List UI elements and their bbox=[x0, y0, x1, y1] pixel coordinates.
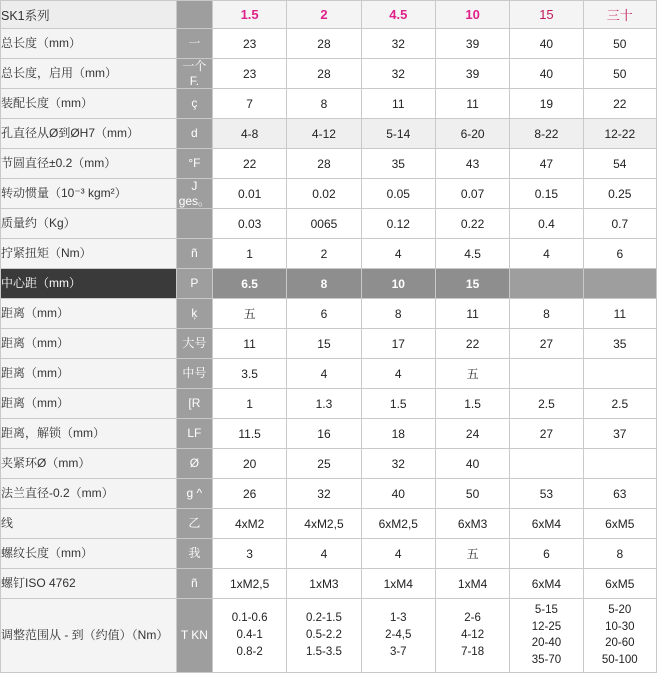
cell-r0-c0: 23 bbox=[212, 29, 286, 59]
cell-r8-c5 bbox=[583, 269, 656, 299]
cell-r16-c0: 4xM2 bbox=[212, 509, 286, 539]
table-row bbox=[1, 359, 657, 389]
cell-r5-c5: 0.25 bbox=[583, 179, 656, 209]
cell-r6-c2: 0.12 bbox=[361, 209, 435, 239]
cell-r17-c4: 6 bbox=[510, 539, 583, 569]
table-row bbox=[1, 59, 657, 89]
cell-r6-c3: 0.22 bbox=[435, 209, 509, 239]
cell-r17-c3: 五 bbox=[435, 539, 509, 569]
table-row bbox=[1, 119, 657, 149]
cell-r1-c1: 28 bbox=[287, 59, 361, 89]
row-label: 距离（mm） bbox=[1, 299, 177, 329]
row-symbol: 中号 bbox=[176, 359, 212, 389]
cell-r10-c0: 11 bbox=[212, 329, 286, 359]
cell-r12-c0: 1 bbox=[212, 389, 286, 419]
cell-r3-c3: 6-20 bbox=[435, 119, 509, 149]
row-label: 距离（mm） bbox=[1, 389, 177, 419]
table-row bbox=[1, 209, 657, 239]
table-row bbox=[1, 239, 657, 269]
cell-r15-c0: 26 bbox=[212, 479, 286, 509]
table-row bbox=[1, 569, 657, 599]
row-symbol: 我 bbox=[176, 539, 212, 569]
cell-r1-c4: 40 bbox=[510, 59, 583, 89]
cell-r12-c1: 1.3 bbox=[287, 389, 361, 419]
cell-r17-c0: 3 bbox=[212, 539, 286, 569]
row-label: 转动惯量（10⁻³ kgm²） bbox=[1, 179, 177, 209]
row-symbol: 一个 F. bbox=[176, 59, 212, 89]
cell-r14-c5 bbox=[583, 449, 656, 479]
cell-r15-c4: 53 bbox=[510, 479, 583, 509]
cell-r13-c3: 24 bbox=[435, 419, 509, 449]
size-header-3: 10 bbox=[435, 1, 509, 29]
cell-r0-c5: 50 bbox=[583, 29, 656, 59]
cell-r1-c5: 50 bbox=[583, 59, 656, 89]
cell-r5-c2: 0.05 bbox=[361, 179, 435, 209]
row-label: 距离（mm） bbox=[1, 329, 177, 359]
table-body bbox=[1, 29, 657, 673]
cell-r6-c1: 0065 bbox=[287, 209, 361, 239]
cell-r12-c5: 2.5 bbox=[583, 389, 656, 419]
cell-r3-c5: 12-22 bbox=[583, 119, 656, 149]
row-symbol: ñ bbox=[176, 239, 212, 269]
cell-r15-c5: 63 bbox=[583, 479, 656, 509]
row-label: 螺纹长度（mm） bbox=[1, 539, 177, 569]
cell-r2-c2: 11 bbox=[361, 89, 435, 119]
row-symbol: ķ bbox=[176, 299, 212, 329]
cell-r8-c1: 8 bbox=[287, 269, 361, 299]
cell-r13-c1: 16 bbox=[287, 419, 361, 449]
cell-r4-c0: 22 bbox=[212, 149, 286, 179]
row-symbol bbox=[176, 209, 212, 239]
cell-r19-c2: 1-3 2-4,5 3-7 bbox=[361, 599, 435, 673]
cell-r5-c0: 0.01 bbox=[212, 179, 286, 209]
table-header-row bbox=[1, 1, 657, 29]
cell-r16-c4: 6xM4 bbox=[510, 509, 583, 539]
table-row bbox=[1, 419, 657, 449]
cell-r4-c2: 35 bbox=[361, 149, 435, 179]
cell-r14-c3: 40 bbox=[435, 449, 509, 479]
row-symbol: 一 bbox=[176, 29, 212, 59]
cell-r7-c5: 6 bbox=[583, 239, 656, 269]
cell-r1-c2: 32 bbox=[361, 59, 435, 89]
cell-r9-c1: 6 bbox=[287, 299, 361, 329]
cell-r9-c3: 11 bbox=[435, 299, 509, 329]
size-header-4: 15 bbox=[510, 1, 583, 29]
cell-r2-c5: 22 bbox=[583, 89, 656, 119]
cell-r18-c3: 1xM4 bbox=[435, 569, 509, 599]
cell-r14-c1: 25 bbox=[287, 449, 361, 479]
cell-r6-c0: 0.03 bbox=[212, 209, 286, 239]
cell-r0-c2: 32 bbox=[361, 29, 435, 59]
row-label: 调整范围从 - 到（约值）（Nm） bbox=[1, 599, 177, 673]
row-label: 节圆直径±0.2（mm） bbox=[1, 149, 177, 179]
cell-r13-c2: 18 bbox=[361, 419, 435, 449]
cell-r12-c3: 1.5 bbox=[435, 389, 509, 419]
cell-r16-c1: 4xM2,5 bbox=[287, 509, 361, 539]
cell-r14-c0: 20 bbox=[212, 449, 286, 479]
cell-r6-c4: 0.4 bbox=[510, 209, 583, 239]
table-row bbox=[1, 179, 657, 209]
cell-r11-c0: 3.5 bbox=[212, 359, 286, 389]
cell-r18-c2: 1xM4 bbox=[361, 569, 435, 599]
cell-r17-c5: 8 bbox=[583, 539, 656, 569]
cell-r7-c3: 4.5 bbox=[435, 239, 509, 269]
row-symbol: J ges。 bbox=[176, 179, 212, 209]
cell-r7-c4: 4 bbox=[510, 239, 583, 269]
cell-r12-c4: 2.5 bbox=[510, 389, 583, 419]
cell-r19-c5: 5-20 10-30 20-60 50-100 bbox=[583, 599, 656, 673]
row-symbol: P bbox=[176, 269, 212, 299]
table-row bbox=[1, 599, 657, 673]
cell-r5-c3: 0.07 bbox=[435, 179, 509, 209]
cell-r8-c0: 6.5 bbox=[212, 269, 286, 299]
cell-r3-c4: 8-22 bbox=[510, 119, 583, 149]
cell-r1-c3: 39 bbox=[435, 59, 509, 89]
row-symbol: ñ bbox=[176, 569, 212, 599]
cell-r13-c0: 11.5 bbox=[212, 419, 286, 449]
row-label: 中心距（mm） bbox=[1, 269, 177, 299]
cell-r8-c4 bbox=[510, 269, 583, 299]
cell-r15-c3: 50 bbox=[435, 479, 509, 509]
table-row bbox=[1, 89, 657, 119]
table-row bbox=[1, 539, 657, 569]
cell-r17-c1: 4 bbox=[287, 539, 361, 569]
row-label: 总长度，启用（mm） bbox=[1, 59, 177, 89]
table-row bbox=[1, 479, 657, 509]
cell-r16-c3: 6xM3 bbox=[435, 509, 509, 539]
cell-r3-c0: 4-8 bbox=[212, 119, 286, 149]
cell-r11-c3: 五 bbox=[435, 359, 509, 389]
row-label: 距离，解锁（mm） bbox=[1, 419, 177, 449]
cell-r11-c4 bbox=[510, 359, 583, 389]
cell-r14-c2: 32 bbox=[361, 449, 435, 479]
cell-r9-c0: 五 bbox=[212, 299, 286, 329]
cell-r11-c1: 4 bbox=[287, 359, 361, 389]
row-symbol: ç bbox=[176, 89, 212, 119]
cell-r11-c2: 4 bbox=[361, 359, 435, 389]
cell-r18-c1: 1xM3 bbox=[287, 569, 361, 599]
row-symbol: g ^ bbox=[176, 479, 212, 509]
table-row bbox=[1, 449, 657, 479]
cell-r7-c0: 1 bbox=[212, 239, 286, 269]
cell-r12-c2: 1.5 bbox=[361, 389, 435, 419]
cell-r16-c5: 6xM5 bbox=[583, 509, 656, 539]
cell-r9-c2: 8 bbox=[361, 299, 435, 329]
row-label: 孔直径从Ø到ØH7（mm） bbox=[1, 119, 177, 149]
row-symbol: °F bbox=[176, 149, 212, 179]
row-label: 法兰直径-0.2（mm） bbox=[1, 479, 177, 509]
cell-r2-c3: 11 bbox=[435, 89, 509, 119]
cell-r19-c4: 5-15 12-25 20-40 35-70 bbox=[510, 599, 583, 673]
cell-r8-c3: 15 bbox=[435, 269, 509, 299]
cell-r5-c1: 0.02 bbox=[287, 179, 361, 209]
size-header-5: 三十 bbox=[583, 1, 656, 29]
cell-r14-c4 bbox=[510, 449, 583, 479]
cell-r18-c4: 6xM4 bbox=[510, 569, 583, 599]
table-row bbox=[1, 509, 657, 539]
row-symbol: 大号 bbox=[176, 329, 212, 359]
row-label: 螺钉ISO 4762 bbox=[1, 569, 177, 599]
cell-r4-c4: 47 bbox=[510, 149, 583, 179]
cell-r19-c3: 2-6 4-12 7-18 bbox=[435, 599, 509, 673]
cell-r16-c2: 6xM2,5 bbox=[361, 509, 435, 539]
cell-r10-c5: 35 bbox=[583, 329, 656, 359]
cell-r10-c4: 27 bbox=[510, 329, 583, 359]
row-label: 拧紧扭矩（Nm） bbox=[1, 239, 177, 269]
table-row bbox=[1, 269, 657, 299]
cell-r7-c2: 4 bbox=[361, 239, 435, 269]
cell-r0-c3: 39 bbox=[435, 29, 509, 59]
cell-r9-c5: 11 bbox=[583, 299, 656, 329]
cell-r9-c4: 8 bbox=[510, 299, 583, 329]
size-header-2: 4.5 bbox=[361, 1, 435, 29]
cell-r2-c4: 19 bbox=[510, 89, 583, 119]
table-row bbox=[1, 149, 657, 179]
cell-r6-c5: 0.7 bbox=[583, 209, 656, 239]
row-symbol: [R bbox=[176, 389, 212, 419]
table-row bbox=[1, 299, 657, 329]
cell-r1-c0: 23 bbox=[212, 59, 286, 89]
cell-r7-c1: 2 bbox=[287, 239, 361, 269]
row-symbol: Ø bbox=[176, 449, 212, 479]
series-title: SK1系列 bbox=[1, 1, 177, 29]
table-row bbox=[1, 329, 657, 359]
cell-r19-c1: 0.2-1.5 0.5-2.2 1.5-3.5 bbox=[287, 599, 361, 673]
cell-r13-c4: 27 bbox=[510, 419, 583, 449]
cell-r0-c4: 40 bbox=[510, 29, 583, 59]
cell-r17-c2: 4 bbox=[361, 539, 435, 569]
row-symbol: d bbox=[176, 119, 212, 149]
cell-r2-c0: 7 bbox=[212, 89, 286, 119]
cell-r15-c1: 32 bbox=[287, 479, 361, 509]
cell-r19-c0: 0.1-0.6 0.4-1 0.8-2 bbox=[212, 599, 286, 673]
row-symbol: T KN bbox=[176, 599, 212, 673]
cell-r3-c1: 4-12 bbox=[287, 119, 361, 149]
cell-r13-c5: 37 bbox=[583, 419, 656, 449]
cell-r18-c0: 1xM2,5 bbox=[212, 569, 286, 599]
cell-r5-c4: 0.15 bbox=[510, 179, 583, 209]
row-label: 总长度（mm） bbox=[1, 29, 177, 59]
table-row bbox=[1, 389, 657, 419]
cell-r15-c2: 40 bbox=[361, 479, 435, 509]
cell-r10-c1: 15 bbox=[287, 329, 361, 359]
cell-r10-c2: 17 bbox=[361, 329, 435, 359]
cell-r4-c5: 54 bbox=[583, 149, 656, 179]
cell-r4-c1: 28 bbox=[287, 149, 361, 179]
size-header-1: 2 bbox=[287, 1, 361, 29]
cell-r4-c3: 43 bbox=[435, 149, 509, 179]
cell-r8-c2: 10 bbox=[361, 269, 435, 299]
row-symbol: LF bbox=[176, 419, 212, 449]
cell-r18-c5: 6xM5 bbox=[583, 569, 656, 599]
table-row bbox=[1, 29, 657, 59]
cell-r10-c3: 22 bbox=[435, 329, 509, 359]
row-label: 质量约（Kg） bbox=[1, 209, 177, 239]
cell-r2-c1: 8 bbox=[287, 89, 361, 119]
symbol-header bbox=[176, 1, 212, 29]
cell-r3-c2: 5-14 bbox=[361, 119, 435, 149]
row-label: 装配长度（mm） bbox=[1, 89, 177, 119]
cell-r0-c1: 28 bbox=[287, 29, 361, 59]
row-label: 线 bbox=[1, 509, 177, 539]
row-label: 距离（mm） bbox=[1, 359, 177, 389]
cell-r11-c5 bbox=[583, 359, 656, 389]
size-header-0: 1.5 bbox=[212, 1, 286, 29]
row-label: 夹紧环Ø（mm） bbox=[1, 449, 177, 479]
row-symbol: 乙 bbox=[176, 509, 212, 539]
